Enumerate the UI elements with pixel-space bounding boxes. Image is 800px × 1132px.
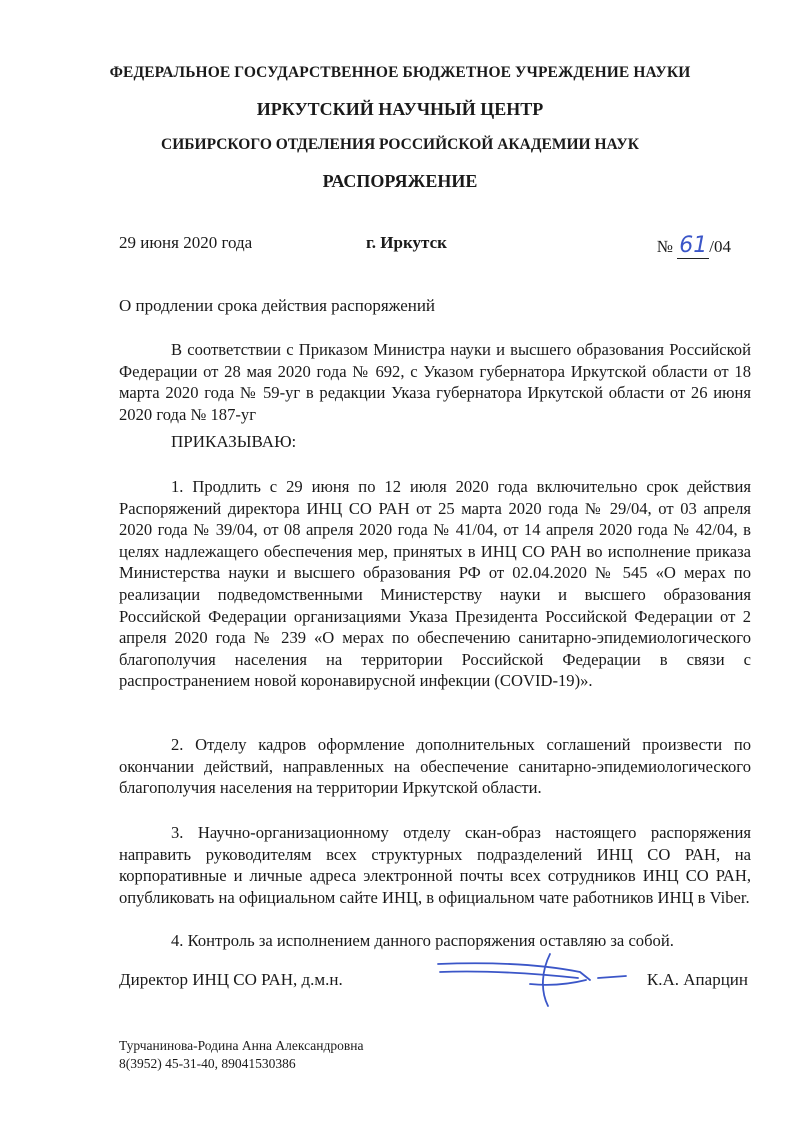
document-subject: О продлении срока действия распоряжений [119,296,436,315]
org-line-2: ИРКУТСКИЙ НАУЧНЫЙ ЦЕНТР [256,99,544,119]
number-handwritten: 61 [679,233,708,258]
order-word: ПРИКАЗЫВАЮ: [171,432,297,451]
number-suffix: /04 [709,237,731,256]
order-item-4: 4. Контроль за исполнением данного распоряжения оставляю за собой. [171,931,674,950]
org-line-3: СИБИРСКОГО ОТДЕЛЕНИЯ РОССИЙСКОЙ АКАДЕМИИ НАУК [161,136,639,153]
handwritten-signature [430,950,630,1010]
preamble-paragraph: В соответствии с Приказом Министра науки и высшего образования Российской Федерации от 28 мая 2020 года № 692, с Указом губернатора Иркутской области от 18 марта 2020 года № 59-уг в редакции Указа губернатора Иркутской области от 26 июня 2020 года № 187-уг [119,340,751,424]
executor-name: Турчанинова-Родина Анна Александровна [119,1038,364,1053]
order-item-3: 3. Научно-организационному отделу скан-образ настоящего распоряжения направить руководителям всех структурных подразделений ИНЦ СО РАН, на корпоративные и личные адреса электронной почты всех сотрудников ИНЦ СО РАН, опубликовать на официальном сайте ИНЦ, в официальном чате работников ИНЦ в Viber. [119,823,751,907]
document-city: г. Иркутск [366,233,447,252]
document-type-title: РАСПОРЯЖЕНИЕ [322,171,478,191]
signer-name: К.А. Апарцин [646,970,748,989]
number-prefix: № [656,237,674,256]
signer-title: Директор ИНЦ СО РАН, д.м.н. [119,970,343,989]
document-number [657,233,731,258]
order-item-1: 1. Продлить с 29 июня по 12 июля 2020 года включительно срок действия Распоряжений директора ИНЦ СО РАН от 25 марта 2020 года № 29/04, от 03 апреля 2020 года № 39/04, от 08 апреля 2020 года № 41/04, от 14 апреля 2020 года № 42/04, в целях надлежащего обеспечения мер, принятых в ИНЦ СО РАН во исполнение приказа Министерства науки и высшего образования РФ от 02.04.2020 № 545 «О мерах по реализации подведомственными Министерству науки и высшего образования Российской Федерации организациями Указа Президента Российской Федерации от 2 апреля 2020 года № 239 «О мерах по обеспечению санитарно-эпидемиологического благополучия населения на территории Российской Федерации в связи с распространением новой коронавирусной инфекции (COVID-19)». [119,477,751,691]
document-date: 29 июня 2020 года [119,233,253,252]
executor-phones: 8(3952) 45-31-40, 89041530386 [119,1056,296,1071]
org-line-1: ФЕДЕРАЛЬНОЕ ГОСУДАРСТВЕННОЕ БЮДЖЕТНОЕ УЧРЕЖДЕНИЕ НАУКИ [109,64,691,81]
order-item-2: 2. Отделу кадров оформление дополнительных соглашений произвести по окончании действий, направленных на обеспечение санитарно-эпидемиологического благополучия населения на территории Иркутской области. [119,735,751,798]
